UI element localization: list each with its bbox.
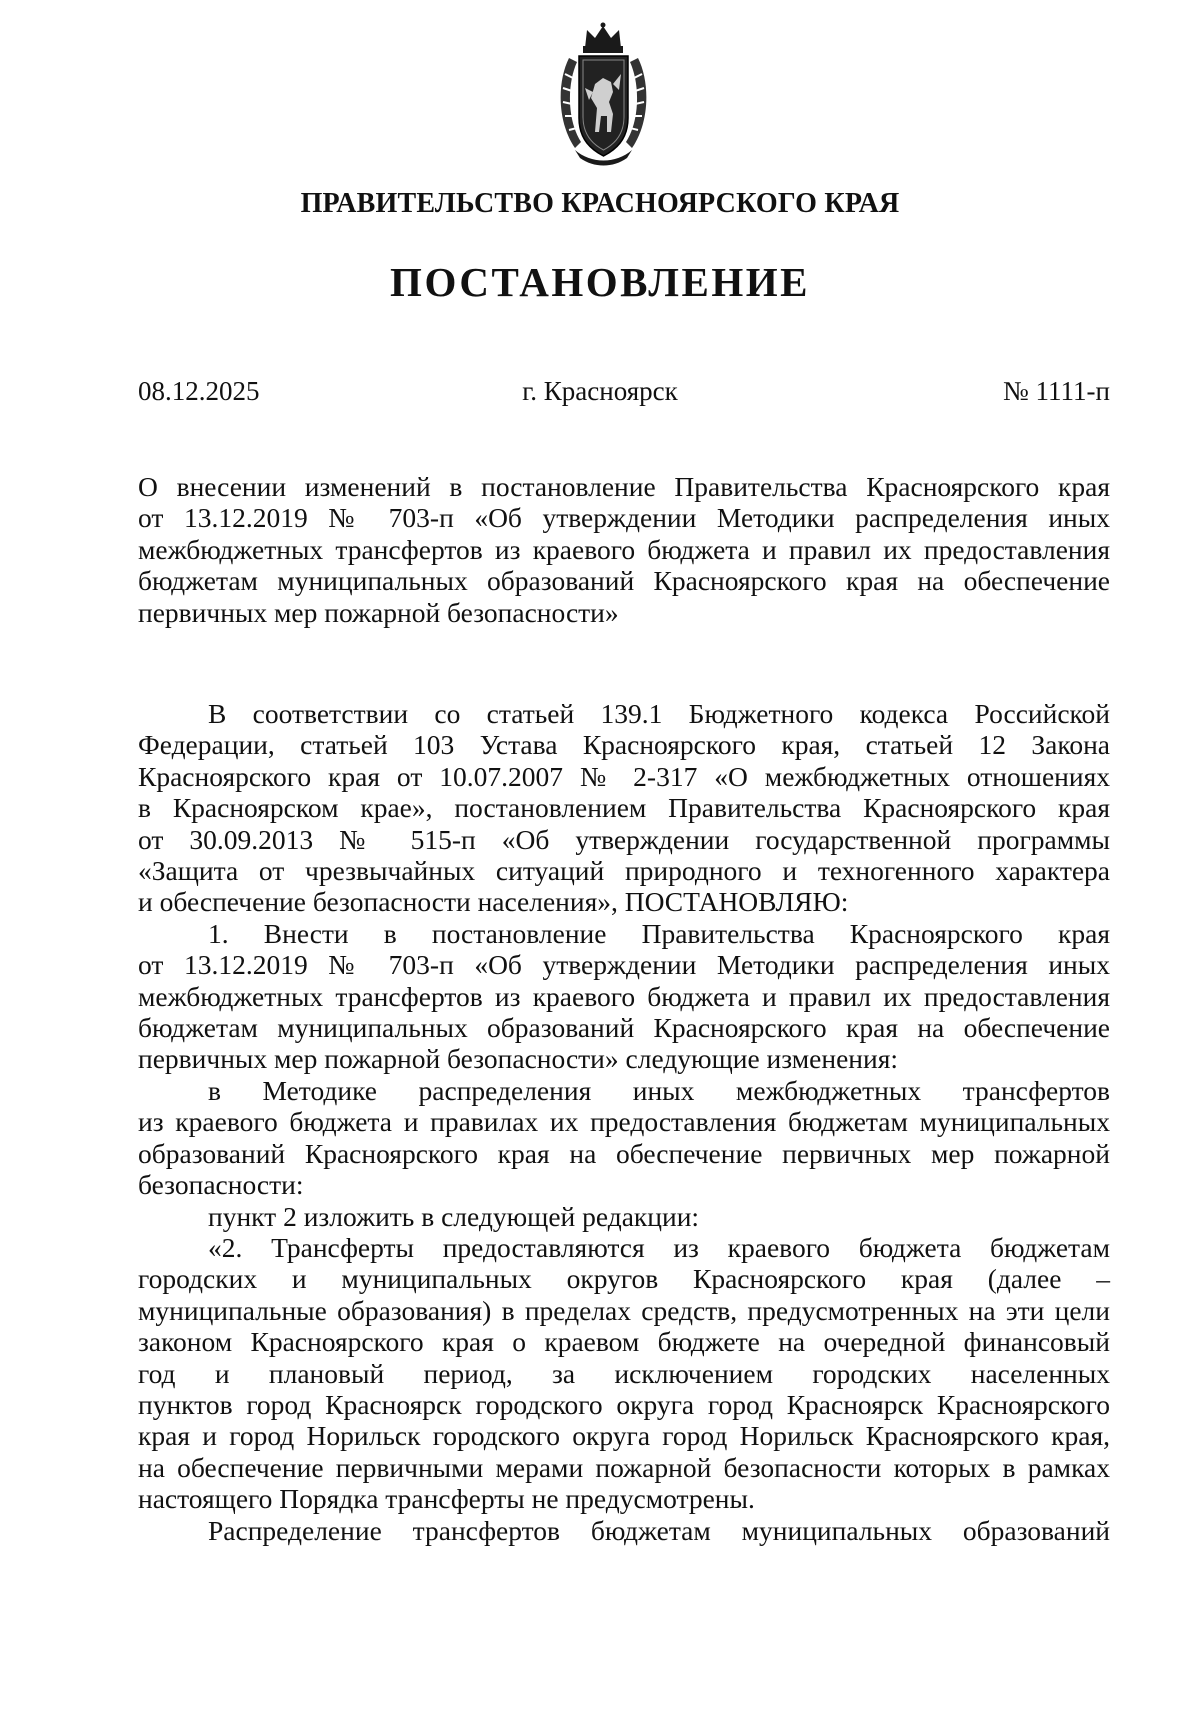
body-line: настоящего Порядка трансферты не предусмотрены.: [138, 1483, 755, 1515]
subject-line: межбюджетных трансфертов из краевого бюджета и правил их предоставления: [138, 533, 1110, 565]
body-line: образований Красноярского края на обеспечение первичных мер пожарной: [138, 1137, 1110, 1169]
body-line: от 30.09.2013 № 515-п «Об утверждении государственной программы: [138, 823, 1110, 855]
body-line: от 13.12.2019 № 703-п «Об утверждении Методики распределения иных: [138, 949, 1110, 981]
government-name: ПРАВИТЕЛЬСТВО КРАСНОЯРСКОГО КРАЯ: [300, 188, 900, 219]
subject-line: от 13.12.2019 № 703-п «Об утверждении Методики распределения иных: [138, 502, 1110, 534]
body-line: межбюджетных трансфертов из краевого бюджета и правил их предоставления: [138, 980, 1110, 1012]
subject-line: О внесении изменений в постановление Правительства Красноярского края: [138, 471, 1110, 502]
subject-line: первичных мер пожарной безопасности»: [138, 596, 619, 628]
document-date: 08.12.2025: [138, 376, 260, 406]
document-body: [138, 698, 1110, 1546]
body-line: «Защита от чрезвычайных ситуаций природного и техногенного характера: [138, 855, 1110, 887]
body-line: Федерации, статьей 103 Устава Красноярского края, статьей 12 Закона: [138, 729, 1110, 761]
body-line: края и город Норильск городского округа город Норильск Красноярского края,: [138, 1420, 1110, 1452]
document-number: № 1111-п: [1003, 376, 1110, 406]
body-line: «2. Трансферты предоставляются из краевого бюджета бюджетам: [208, 1231, 1110, 1263]
body-line: пункт 2 изложить в следующей редакции:: [208, 1200, 700, 1232]
document-subject: [138, 471, 1110, 628]
document-type-title: ПОСТАНОВЛЕНИЕ: [390, 259, 810, 305]
body-line: год и плановый период, за исключением городских населенных: [138, 1357, 1110, 1389]
body-line: из краевого бюджета и правилах их предоставления бюджетам муниципальных: [138, 1106, 1110, 1138]
body-line: в Красноярском крае», постановлением Правительства Красноярского края: [138, 792, 1110, 824]
body-line: пунктов город Красноярск городского округа город Красноярск Красноярского: [138, 1388, 1110, 1420]
document-city: г. Красноярск: [522, 376, 678, 406]
body-line: городских и муниципальных округов Красноярского края (далее –: [138, 1263, 1110, 1295]
body-line: муниципальные образования) в пределах средств, предусмотренных на эти цели: [138, 1294, 1110, 1326]
body-line: законом Красноярского края о краевом бюджете на очередной финансовый: [138, 1326, 1110, 1358]
body-line: в Методике распределения иных межбюджетных трансфертов: [208, 1074, 1110, 1106]
body-line: Распределение трансфертов бюджетам муниципальных образований: [208, 1514, 1110, 1546]
body-line: бюджетам муниципальных образований Красноярского края на обеспечение: [138, 1012, 1110, 1044]
body-line: и обеспечение безопасности населения», ПОСТАНОВЛЯЮ:: [138, 886, 849, 918]
body-line: на обеспечение первичными мерами пожарной безопасности которых в рамках: [138, 1451, 1110, 1483]
body-line: первичных мер пожарной безопасности» следующие изменения:: [138, 1043, 898, 1075]
coat-of-arms-icon: [555, 22, 652, 168]
body-line: безопасности:: [138, 1169, 304, 1201]
subject-line: бюджетам муниципальных образований Красноярского края на обеспечение: [138, 565, 1110, 597]
body-line: Красноярского края от 10.07.2007 № 2-317 «О межбюджетных отношениях: [138, 760, 1110, 792]
body-line: В соответствии со статьей 139.1 Бюджетного кодекса Российской: [208, 698, 1110, 729]
body-line: 1. Внести в постановление Правительства Красноярского края: [208, 917, 1110, 949]
